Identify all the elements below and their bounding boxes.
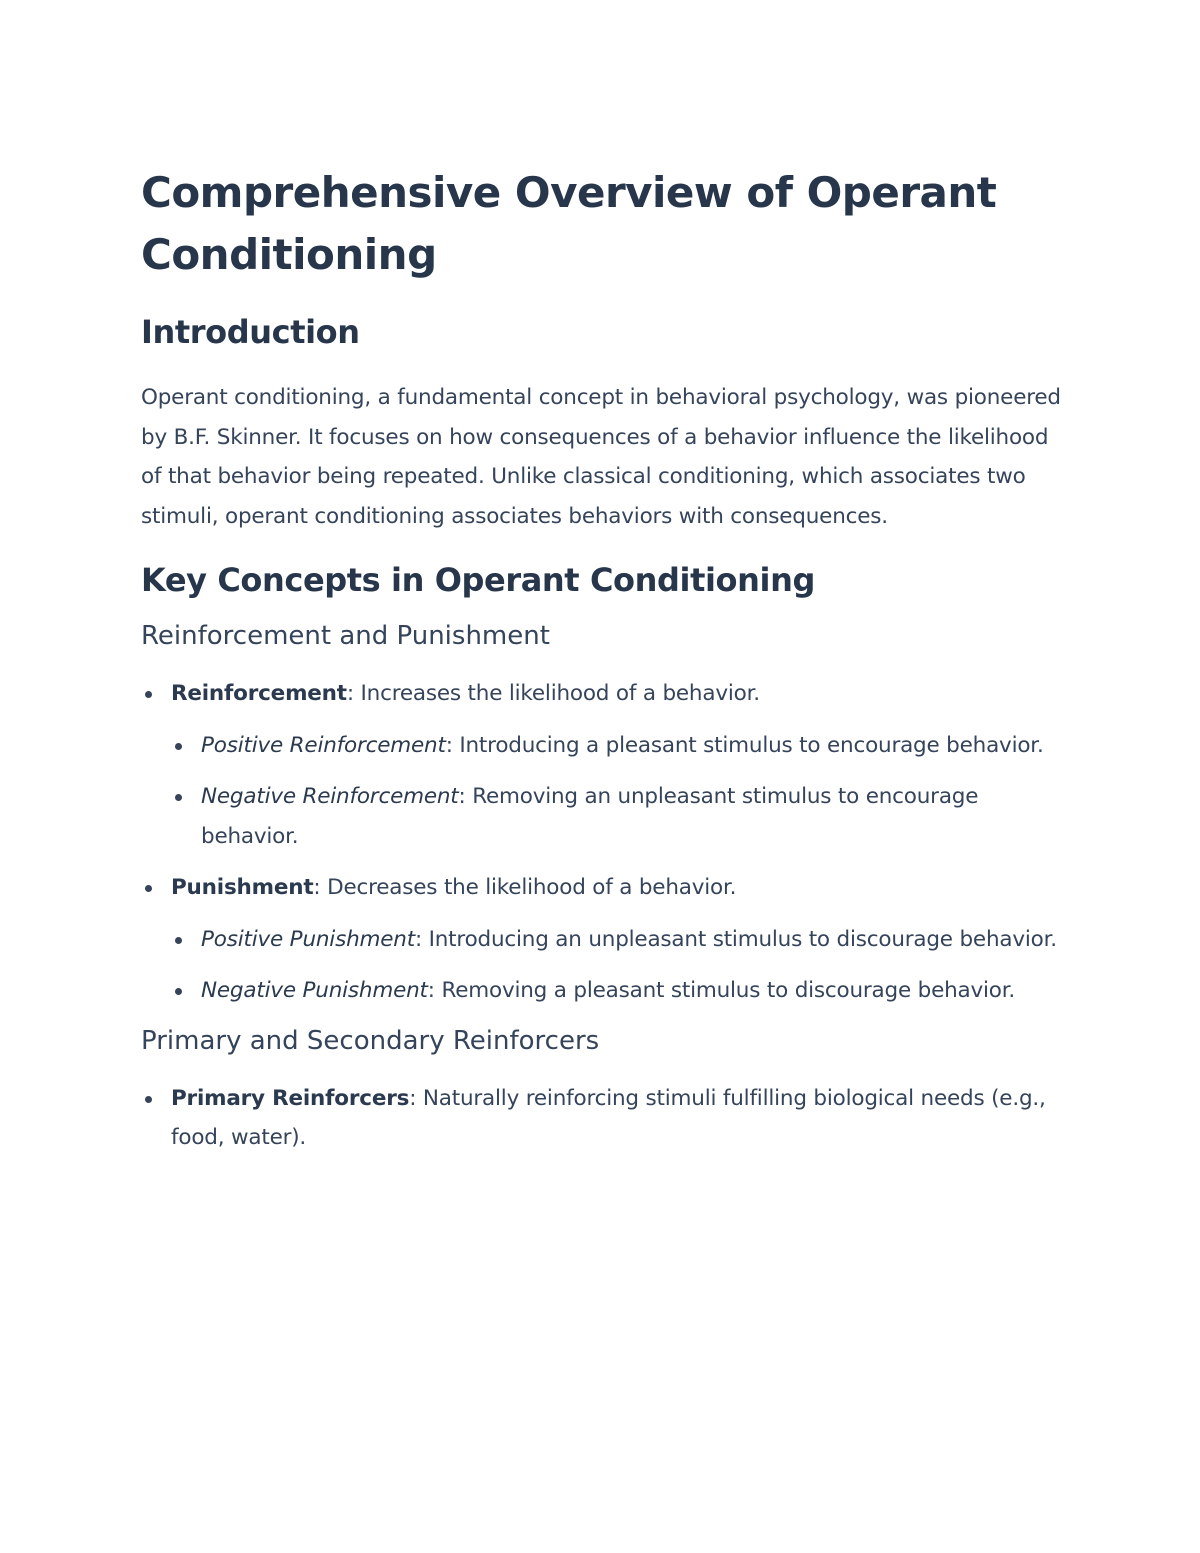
list-item-text: : Introducing an unpleasant stimulus to discourage behavior. <box>414 926 1057 952</box>
list-item <box>171 920 1061 960</box>
bullet-icon <box>145 885 152 892</box>
key-concepts-heading: Key Concepts in Operant Conditioning <box>141 561 815 599</box>
list-item <box>141 674 1061 856</box>
sub-list <box>171 726 1061 857</box>
document-page <box>141 162 1061 1170</box>
list-item-text: : Removing an unpleasant stimulus to encourage behavior. <box>201 784 979 849</box>
list-item-text: : Removing a pleasant stimulus to discourage behavior. <box>427 978 1016 1003</box>
reinforcement-punishment-heading: Reinforcement and Punishment <box>141 621 550 651</box>
list-item-term: Punishment <box>171 875 314 900</box>
bullet-icon <box>175 937 182 944</box>
list-item <box>171 726 1061 766</box>
reinforcement-punishment-list <box>141 674 1061 1011</box>
list-item <box>171 777 1061 856</box>
list-item-text: : Naturally reinforcing stimuli fulfilling biological needs (e.g., food, water). <box>171 1085 1046 1150</box>
list-item <box>141 868 1061 1011</box>
list-item-term: Negative Reinforcement <box>201 784 459 809</box>
bullet-icon <box>145 691 152 698</box>
document-title: Comprehensive Overview of Operant Conditioning <box>141 168 997 279</box>
intro-paragraph: Operant conditioning, a fundamental concept in behavioral psychology, was pioneered by B.F. Skinner. It focuses on how consequences of a behavior influence the likelihood of that behavior being repeated. Unlike classical conditioning, which associates two stimuli, operant conditioning associates behaviors with consequences. <box>141 385 1061 529</box>
list-item-term: Positive Punishment <box>201 926 415 952</box>
list-item-text: : Introducing a pleasant stimulus to encourage behavior. <box>445 732 1044 758</box>
bullet-icon <box>175 988 182 995</box>
bullet-icon <box>145 1096 152 1103</box>
list-item <box>141 1079 1061 1158</box>
bullet-icon <box>175 794 182 801</box>
list-item-term: Negative Punishment <box>201 978 428 1003</box>
reinforcers-heading: Primary and Secondary Reinforcers <box>141 1025 600 1056</box>
list-item-term: Primary Reinforcers <box>171 1085 410 1111</box>
list-item-text: : Decreases the likelihood of a behavior. <box>313 875 737 900</box>
list-item-term: Reinforcement <box>171 681 347 706</box>
bullet-icon <box>175 743 182 750</box>
sub-list <box>171 920 1061 1011</box>
list-item-text: : Increases the likelihood of a behavior. <box>346 681 760 706</box>
list-item-term: Positive Reinforcement <box>201 732 446 758</box>
reinforcers-list <box>141 1079 1061 1158</box>
list-item <box>171 971 1061 1011</box>
intro-heading: Introduction <box>141 313 360 351</box>
